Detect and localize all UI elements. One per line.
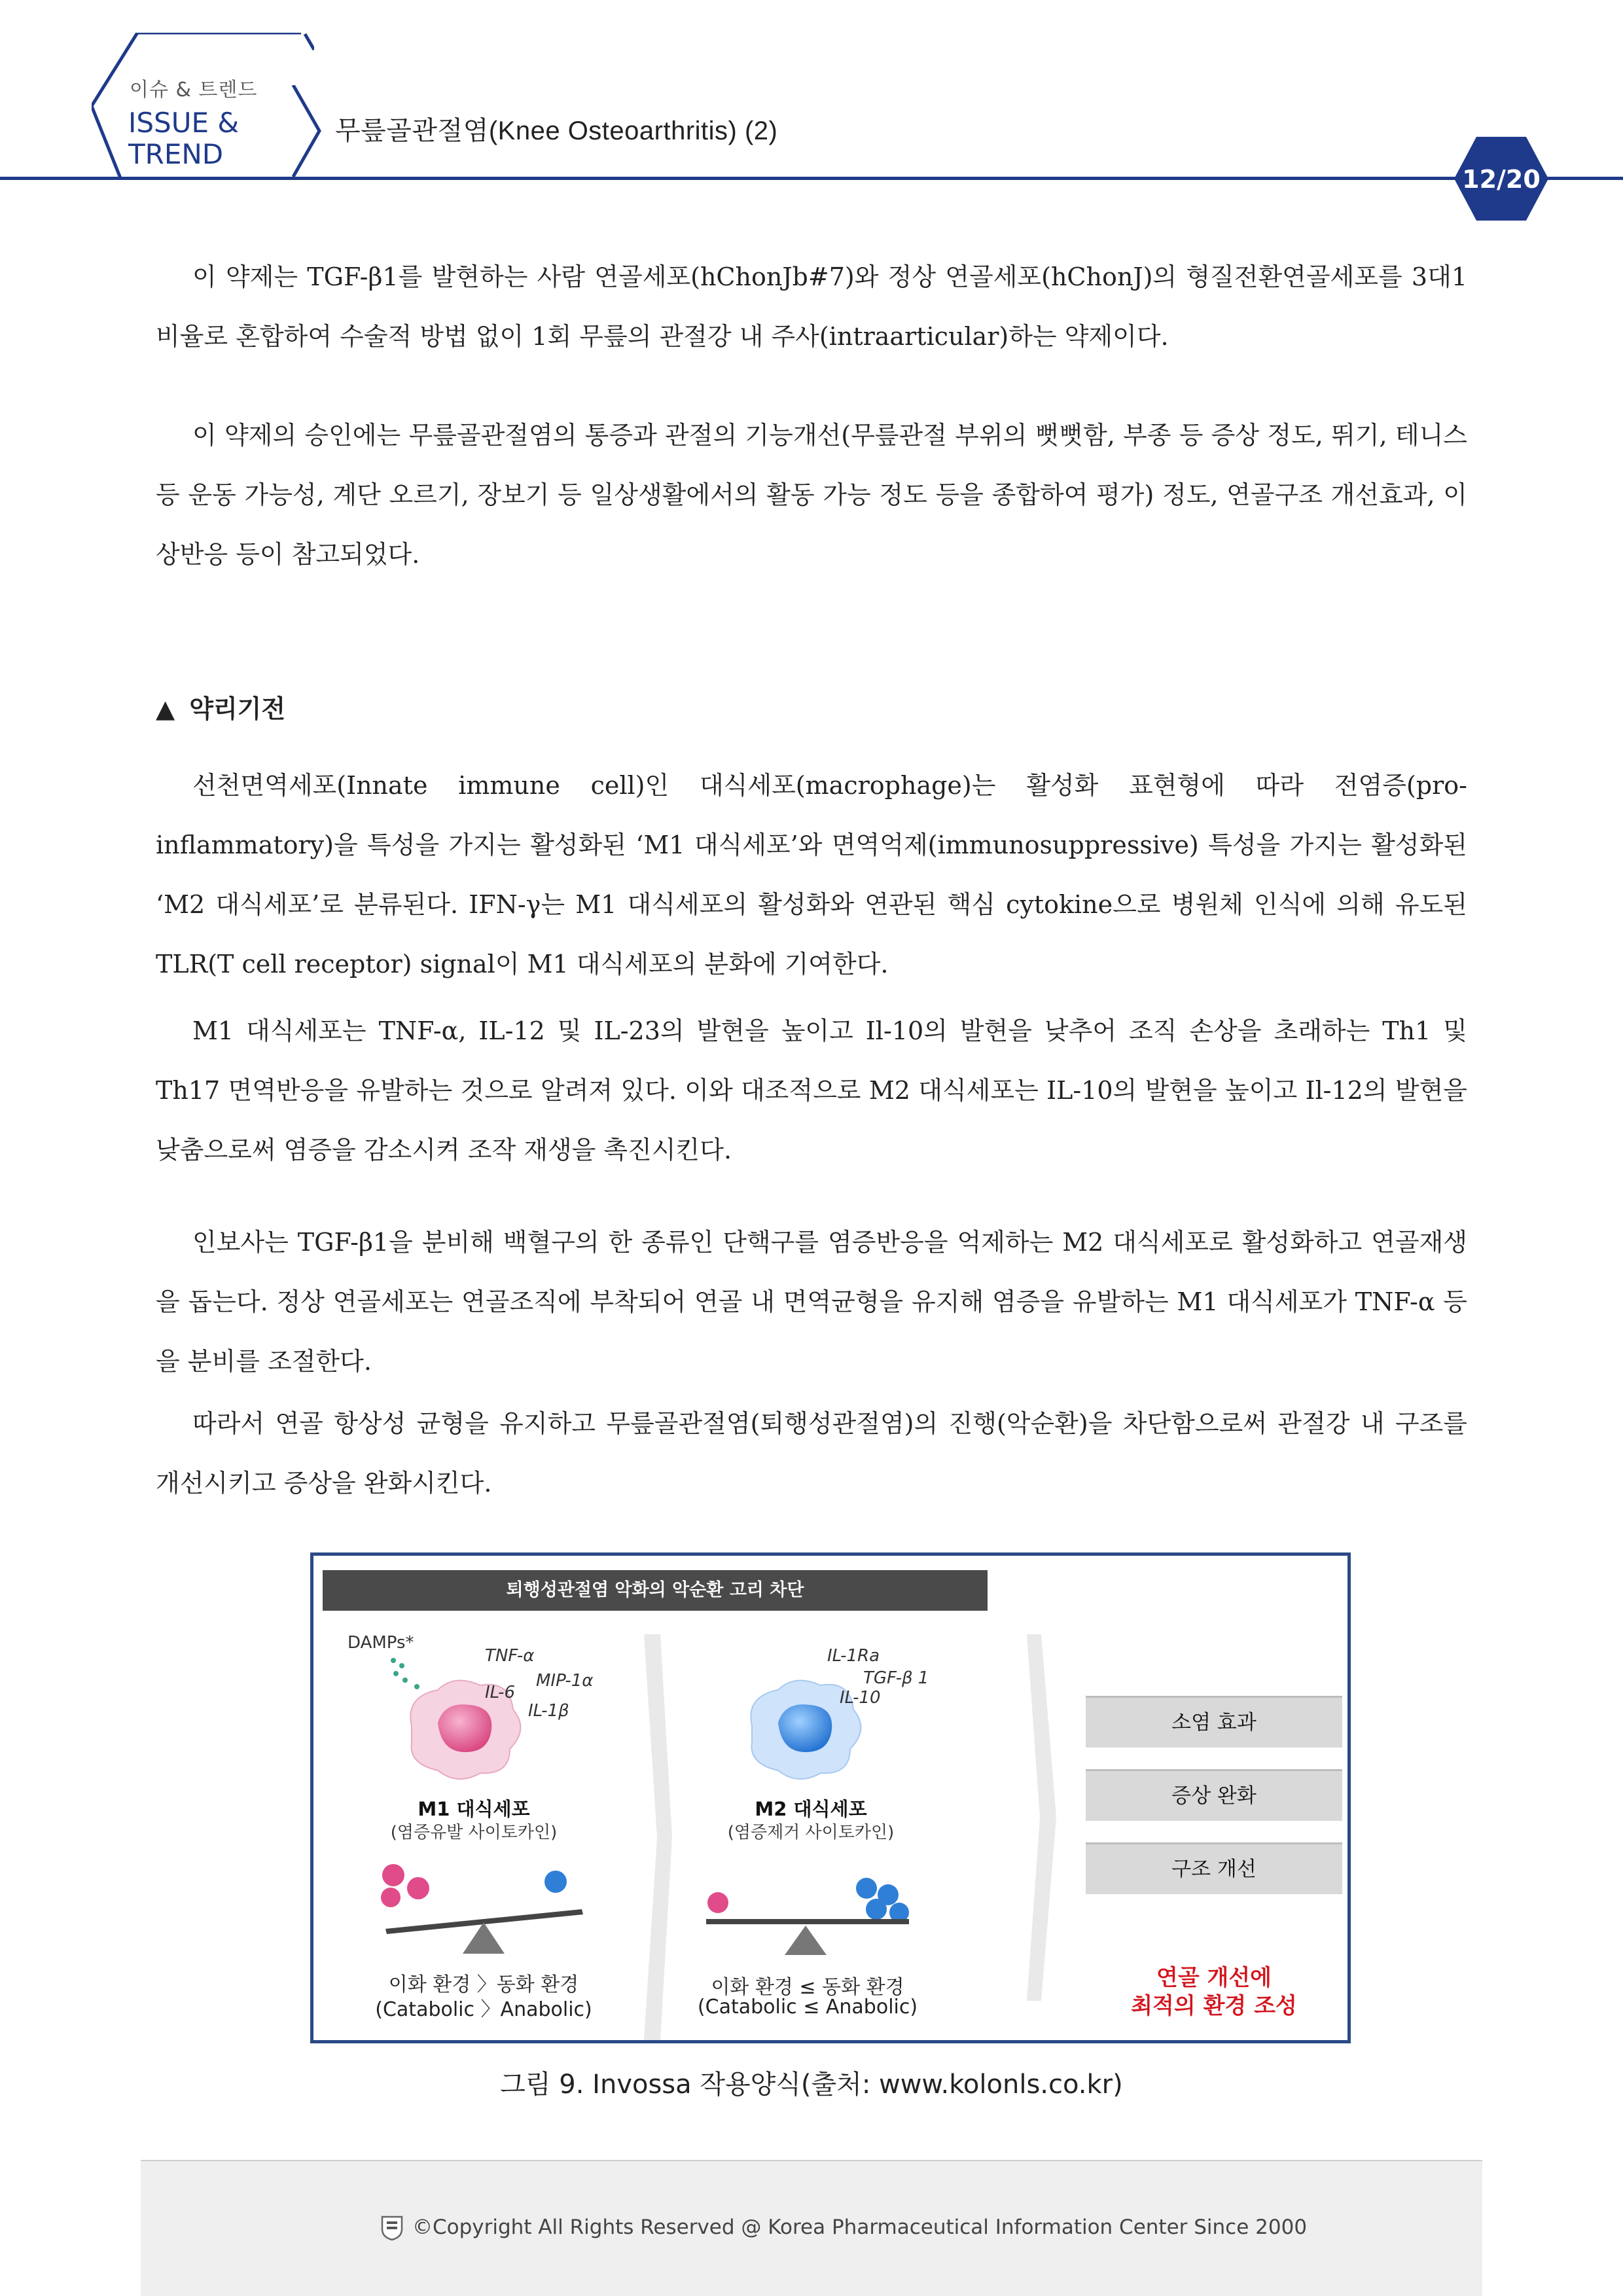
header-rule [0,177,1623,180]
il1-label: IL-1β [528,1701,569,1721]
m2-balance-line1: 이화 환경 ≤ 동화 환경 [711,1976,904,1999]
chevron-right-icon [644,1634,672,2040]
damps-label: DAMPs* [348,1633,414,1653]
result-box-anti-inflammatory: 소염 효과 [1086,1696,1342,1748]
tgf-beta-label: TGF-β 1 [863,1668,929,1688]
m2-balance-line2: (Catabolic ≤ Anabolic) [697,1996,918,2018]
triangle-icon: ▲ [156,694,175,723]
badge-line2: TREND [128,138,224,170]
footer-copyright: ©Copyright All Rights Reserved @ Korea Pharmaceutical Information Center Since 2000 [412,2215,1308,2239]
badge-line1: ISSUE & [128,107,240,139]
paragraph-4: M1 대식세포는 TNF-α, IL-12 및 IL-23의 발현을 높이고 Il-10의 발현을 낮추어 조직 손상을 초래하는 Th1 및 Th17 면역반응을 유발하는 것으로 알려져 있다. 이와 대조적으로 M2 대식세포는 IL-10의 발현을 높이고 Il-12의 발현을 낮춤으로써 염증을 감소시켜 조작 재생을 촉진시킨다. [156,1016,1467,1164]
m1-balance-scale-icon [381,1864,583,1954]
paragraph-2: 이 약제의 승인에는 무릎골관절염의 통증과 관절의 기능개선(무릎관절 부위의 뻣뻣함, 부종 등 증상 정도, 뛰기, 테니스 등 운동 가능성, 계단 오르기, 장보기 등 일상생활에서의 활동 가능 정도 등을 종합하여 평가) 정도, 연골구조 개선효과, 이상반응 등이 참고되었다. [156,421,1467,569]
damps-dots [391,1658,425,1701]
m2-name: M2 대식세포 [755,1798,867,1820]
result-box-symptom-relief: 증상 완화 [1086,1769,1342,1821]
page-title: 무릎골관절염(Knee Osteoarthritis) (2) [335,117,778,145]
badge-arrow-icon [288,85,327,178]
m1-balance-line1: 이화 환경 〉동화 환경 [388,1973,579,1996]
conclusion-line2: 최적의 환경 조성 [1131,1993,1297,2019]
il6-label: IL-6 [485,1683,516,1702]
conclusion-line1: 연골 개선에 [1156,1965,1272,1991]
m1-balance-line2: (Catabolic 〉Anabolic) [375,1998,592,2021]
result-box-structure-improvement: 구조 개선 [1086,1842,1342,1894]
paragraph-5: 인보사는 TGF-β1을 분비해 백혈구의 한 종류인 단핵구를 염증반응을 억제하는 M2 대식세포로 활성화하고 연골재생을 돕는다. 정상 연골세포는 연골조직에 부착되어 연골 내 면역균형을 유지해 염증을 유발하는 M1 대식세포가 TNF-α 등을 분비를 조절한다. [156,1228,1467,1376]
m1-name: M1 대식세포 [418,1798,530,1820]
section-heading [156,689,285,725]
tnf-alpha-label: TNF-α [485,1646,535,1666]
il10-label: IL-10 [840,1688,881,1708]
page-number: 12/20 [1462,165,1541,194]
section-title: 약리기전 [189,694,286,723]
paragraph-6: 따라서 연골 항상성 균형을 유지하고 무릎골관절염(퇴행성관절염)의 진행(악순환)을 차단함으로써 관절강 내 구조를 개선시키고 증상을 완화시킨다. [156,1409,1467,1498]
paragraph-3: 선천면역세포(Innate immune cell)인 대식세포(macrophage)는 활성화 표현형에 따라 전염증(pro-inflammatory)을 특성을 가지는 활성화된 ‘M1 대식세포’와 면역억제(immunosuppressive) 특성을 가지는 활성화된 ‘M2 대식세포’로 분류된다. IFN-γ는 M1 대식세포의 활성화와 연관된 핵심 cytokine으로 병원체 인식에 의해 유도된 TLR(T cell receptor) signal이 M1 대식세포의 분화에 기여한다. [156,771,1467,978]
il1ra-label: IL-1Ra [827,1646,880,1666]
chevron-right-icon-2 [1027,1634,1056,2001]
m2-balance-scale-icon [706,1878,909,1955]
badge-small-label: 이슈 & 트렌드 [130,79,258,101]
figure-banner: 퇴행성관절염 악화의 악순환 고리 차단 [323,1570,988,1611]
m2-subtitle: (염증제거 사이토카인) [727,1823,895,1842]
m1-subtitle: (염증유발 사이토카인) [390,1823,558,1842]
mip-label: MIP-1α [536,1671,594,1691]
mechanism-figure [310,1552,1351,2043]
kpic-shield-icon [381,2215,403,2241]
figure-caption: 그림 9. Invossa 작용양식(출처: www.kolonls.co.kr) [500,2070,1123,2100]
paragraph-1: 이 약제는 TGF-β1를 발현하는 사람 연골세포(hChonJb#7)와 정상 연골세포(hChonJ)의 형질전환연골세포를 3대1 비율로 혼합하여 수술적 방법 없이 1회 무릎의 관절강 내 주사(intraarticular)하는 약제이다. [156,262,1467,351]
